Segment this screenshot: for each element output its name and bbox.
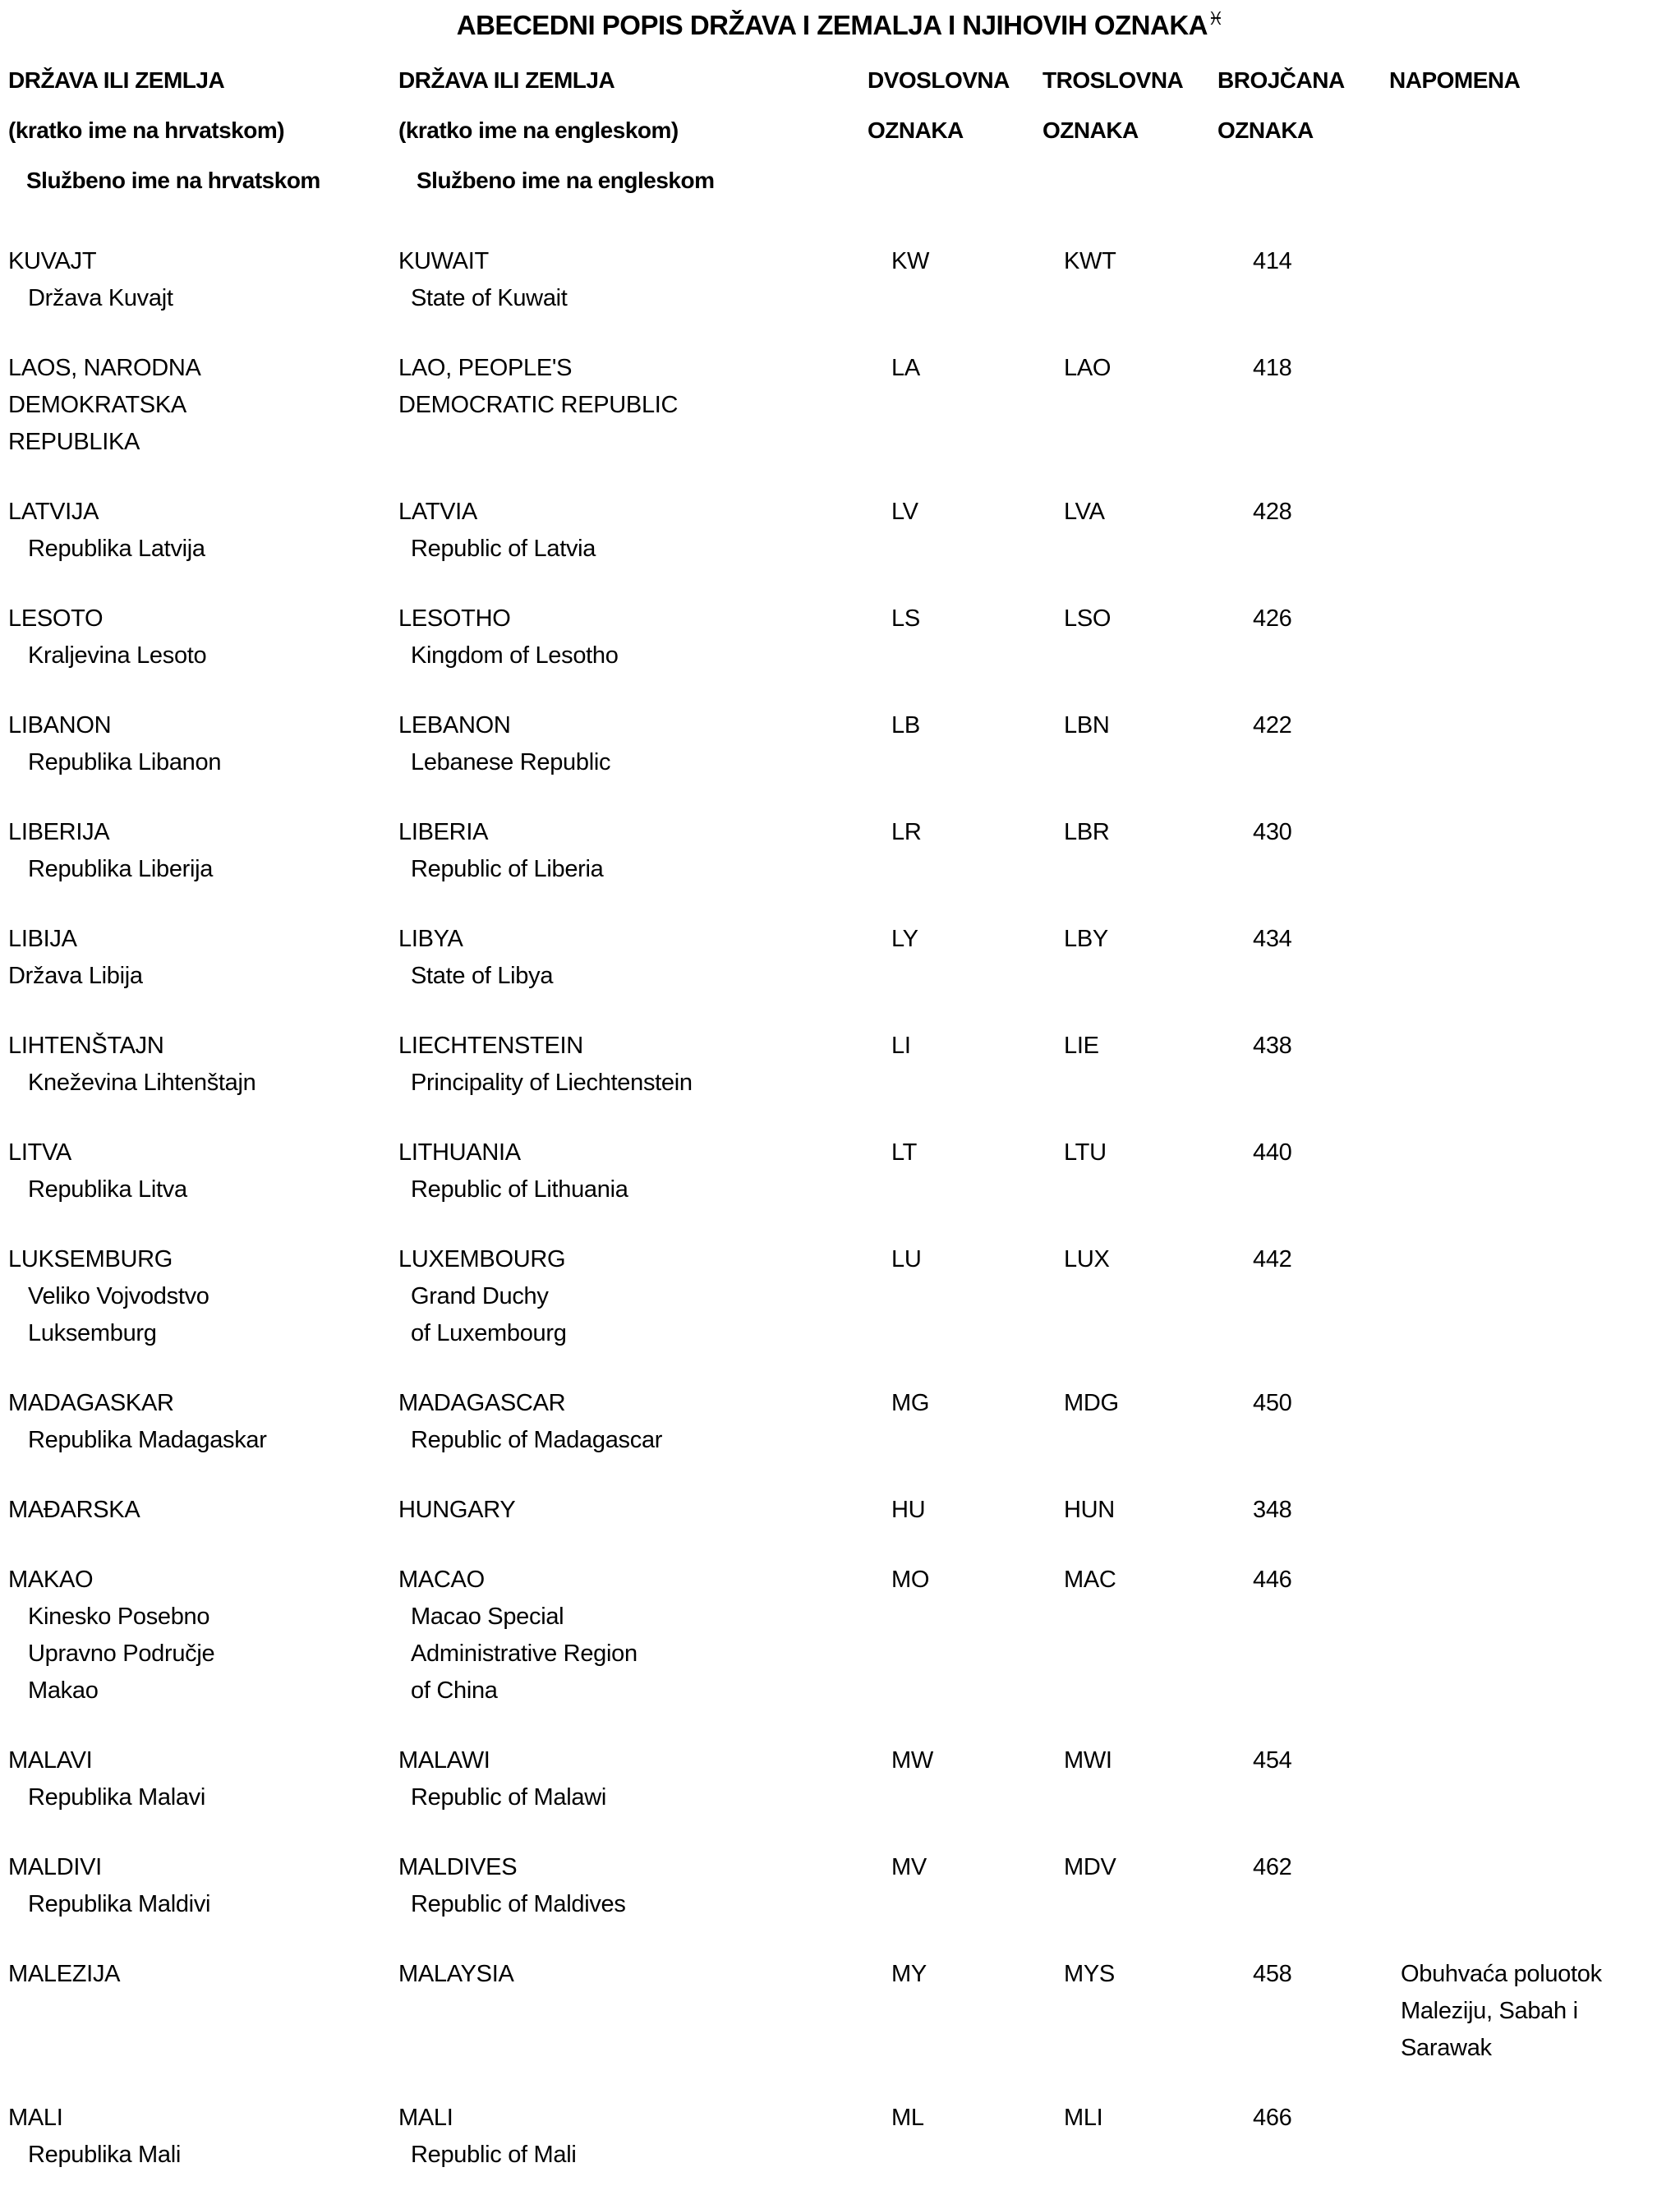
table-row bbox=[0, 601, 1680, 674]
alpha2-code: LT bbox=[891, 1139, 918, 1166]
header-en-line1: DRŽAVA ILI ZEMLJA bbox=[398, 67, 615, 93]
numeric-code: 418 bbox=[1253, 355, 1292, 381]
table-row bbox=[0, 1241, 1680, 1352]
numeric-code: 462 bbox=[1253, 1854, 1292, 1880]
country-name-en: MADAGASCAR bbox=[398, 1390, 566, 1416]
country-name-hr: LESOTO bbox=[8, 605, 104, 632]
alpha2-code: MV bbox=[891, 1854, 927, 1880]
country-cell-hr bbox=[8, 1385, 398, 1459]
official-name-en: of Luxembourg bbox=[411, 1320, 567, 1346]
numeric-code: 458 bbox=[1253, 1961, 1292, 1987]
alpha3-code: MAC bbox=[1064, 1567, 1116, 1593]
official-name-en: Republic of Maldives bbox=[411, 1891, 626, 1917]
table-row bbox=[0, 1742, 1680, 1816]
table-row bbox=[0, 1492, 1680, 1529]
alpha3-code: KWT bbox=[1064, 248, 1116, 274]
alpha3-code: LTU bbox=[1064, 1139, 1107, 1166]
country-cell-en bbox=[398, 921, 891, 995]
country-name-hr: MALAVI bbox=[8, 1747, 93, 1774]
numeric-code: 414 bbox=[1253, 248, 1292, 274]
country-name-en: MALAYSIA bbox=[398, 1961, 514, 1987]
official-name-en: Republic of Liberia bbox=[411, 856, 604, 882]
alpha2-code: HU bbox=[891, 1497, 926, 1523]
country-name-hr: MALDIVI bbox=[8, 1854, 102, 1880]
header-alpha2-line1: DVOSLOVNA bbox=[868, 67, 1010, 93]
country-name-hr: LIHTENŠTAJN bbox=[8, 1033, 164, 1059]
country-cell-hr bbox=[8, 1028, 398, 1102]
country-cell-en bbox=[398, 601, 891, 674]
country-name-hr: LIBIJA bbox=[8, 926, 77, 952]
official-name-en: Republic of Mali bbox=[411, 2142, 577, 2168]
official-name-hr: Kinesko Posebno bbox=[28, 1604, 210, 1630]
official-name-en: Republic of Madagascar bbox=[411, 1427, 663, 1453]
official-name-hr: Kraljevina Lesoto bbox=[28, 642, 207, 669]
table-header bbox=[0, 55, 1680, 205]
official-name-hr: Makao bbox=[28, 1677, 99, 1704]
alpha3-code: MDG bbox=[1064, 1390, 1119, 1416]
header-hr-line2: (kratko ime na hrvatskom) bbox=[8, 117, 285, 143]
numeric-code: 430 bbox=[1253, 819, 1292, 845]
alpha3-code: MDV bbox=[1064, 1854, 1116, 1880]
table-row bbox=[0, 1562, 1680, 1710]
alpha3-code: LBR bbox=[1064, 819, 1110, 845]
alpha2-code: LI bbox=[891, 1033, 911, 1059]
official-name-hr: Republika Malavi bbox=[28, 1784, 206, 1811]
alpha3-code: LBN bbox=[1064, 712, 1110, 739]
official-name-en: Kingdom of Lesotho bbox=[411, 642, 619, 669]
numeric-code: 442 bbox=[1253, 1246, 1292, 1272]
numeric-code: 438 bbox=[1253, 1033, 1292, 1059]
alpha2-code: LB bbox=[891, 712, 920, 739]
country-name-hr: MALEZIJA bbox=[8, 1961, 121, 1987]
official-name-en: Republic of Lithuania bbox=[411, 1176, 628, 1203]
country-name-en: LUXEMBOURG bbox=[398, 1246, 566, 1272]
official-name-en: Lebanese Republic bbox=[411, 749, 611, 775]
country-cell-en bbox=[398, 350, 891, 424]
table-row bbox=[0, 921, 1680, 995]
alpha3-code: LAO bbox=[1064, 355, 1112, 381]
country-name-hr: LATVIJA bbox=[8, 499, 99, 525]
country-cell-hr bbox=[8, 1134, 398, 1208]
official-name-en: State of Libya bbox=[411, 963, 554, 989]
official-name-hr: Republika Madagaskar bbox=[28, 1427, 267, 1453]
country-name-en: LITHUANIA bbox=[398, 1139, 521, 1166]
country-cell-en bbox=[398, 1956, 891, 1993]
numeric-code: 466 bbox=[1253, 2105, 1292, 2131]
country-name-hr: KUVAJT bbox=[8, 248, 97, 274]
official-name-hr: Upravno Područje bbox=[28, 1640, 215, 1667]
country-name-hr: MADAGASKAR bbox=[8, 1390, 174, 1416]
country-cell-en bbox=[398, 2100, 891, 2174]
page-title bbox=[0, 7, 1680, 44]
numeric-code: 426 bbox=[1253, 605, 1292, 632]
country-cell-hr bbox=[8, 1742, 398, 1816]
alpha2-code: LU bbox=[891, 1246, 922, 1272]
header-en-line2: (kratko ime na engleskom) bbox=[398, 117, 679, 143]
alpha3-code: LBY bbox=[1064, 926, 1108, 952]
official-name-en: Principality of Liechtenstein bbox=[411, 1070, 693, 1096]
country-name-en: KUWAIT bbox=[398, 248, 489, 274]
country-cell-hr bbox=[8, 1241, 398, 1352]
table-row bbox=[0, 494, 1680, 568]
alpha3-code: LSO bbox=[1064, 605, 1112, 632]
country-name-en: HUNGARY bbox=[398, 1497, 516, 1523]
country-cell-en bbox=[398, 494, 891, 568]
country-cell-hr bbox=[8, 707, 398, 781]
table-row bbox=[0, 1956, 1680, 2067]
country-cell-en bbox=[398, 1241, 891, 1352]
official-name-en: Macao Special bbox=[411, 1604, 564, 1630]
official-name-hr: Republika Libanon bbox=[28, 749, 222, 775]
country-cell-hr bbox=[8, 243, 398, 317]
official-name-hr: Republika Liberija bbox=[28, 856, 214, 882]
alpha2-code: LS bbox=[891, 605, 920, 632]
table-row bbox=[0, 1134, 1680, 1208]
numeric-code: 450 bbox=[1253, 1390, 1292, 1416]
alpha2-code: MW bbox=[891, 1747, 933, 1774]
country-name-hr: LAOS, NARODNA bbox=[8, 355, 201, 381]
country-name-en: LATVIA bbox=[398, 499, 477, 525]
table-row bbox=[0, 2100, 1680, 2174]
country-cell-hr bbox=[8, 1562, 398, 1710]
country-cell-en bbox=[398, 1849, 891, 1923]
country-cell-hr bbox=[8, 1492, 398, 1529]
country-cell-en bbox=[398, 1028, 891, 1102]
country-name-hr: DEMOKRATSKA bbox=[8, 392, 186, 418]
header-note-line1: NAPOMENA bbox=[1389, 67, 1521, 93]
alpha3-code: LUX bbox=[1064, 1246, 1110, 1272]
header-col-note bbox=[1389, 55, 1680, 105]
country-name-en: MALAWI bbox=[398, 1747, 490, 1774]
header-alpha2-line2: OZNAKA bbox=[868, 117, 964, 143]
country-name-hr: MALI bbox=[8, 2105, 63, 2131]
header-col-hr bbox=[8, 55, 398, 205]
header-col-alpha3 bbox=[1043, 55, 1217, 155]
country-name-hr: REPUBLIKA bbox=[8, 429, 140, 455]
official-name-hr: Republika Latvija bbox=[28, 536, 205, 562]
country-cell-hr bbox=[8, 2100, 398, 2174]
header-numeric-line2: OZNAKA bbox=[1217, 117, 1314, 143]
country-list bbox=[0, 243, 1680, 2174]
table-row bbox=[0, 707, 1680, 781]
country-cell-en bbox=[398, 707, 891, 781]
numeric-code: 422 bbox=[1253, 712, 1292, 739]
note-line: Maleziju, Sabah i bbox=[1401, 1998, 1578, 2024]
country-cell-en bbox=[398, 1742, 891, 1816]
alpha2-code: ML bbox=[891, 2105, 924, 2131]
country-name-hr: LITVA bbox=[8, 1139, 71, 1166]
country-cell-hr bbox=[8, 921, 398, 995]
official-name-hr: Luksemburg bbox=[28, 1320, 157, 1346]
alpha2-code: KW bbox=[891, 248, 930, 274]
country-name-hr: LIBANON bbox=[8, 712, 112, 739]
footnote-mark: ♓ bbox=[1208, 8, 1224, 29]
table-row bbox=[0, 350, 1680, 461]
alpha3-code: LVA bbox=[1064, 499, 1105, 525]
country-cell-hr bbox=[8, 350, 398, 461]
note-line: Sarawak bbox=[1401, 2035, 1492, 2061]
country-name-hr: MAKAO bbox=[8, 1567, 94, 1593]
official-name-en: Grand Duchy bbox=[411, 1283, 549, 1309]
country-name-en: DEMOCRATIC REPUBLIC bbox=[398, 392, 679, 418]
alpha2-code: LR bbox=[891, 819, 922, 845]
header-hr-line1: DRŽAVA ILI ZEMLJA bbox=[8, 67, 225, 93]
alpha3-code: MWI bbox=[1064, 1747, 1112, 1774]
alpha2-code: LA bbox=[891, 355, 920, 381]
official-name-hr: Republika Litva bbox=[28, 1176, 187, 1203]
alpha3-code: HUN bbox=[1064, 1497, 1115, 1523]
header-col-alpha2 bbox=[868, 55, 1043, 155]
header-col-numeric bbox=[1217, 55, 1389, 155]
alpha3-code: MLI bbox=[1064, 2105, 1103, 2131]
country-name-en: LIBYA bbox=[398, 926, 463, 952]
header-en-line3: Službeno ime na engleskom bbox=[417, 168, 715, 193]
note-cell bbox=[1401, 1956, 1680, 2067]
country-name-en: MALDIVES bbox=[398, 1854, 518, 1880]
numeric-code: 446 bbox=[1253, 1567, 1292, 1593]
alpha2-code: MY bbox=[891, 1961, 927, 1987]
table-row bbox=[0, 243, 1680, 317]
page-title-text: ABECEDNI POPIS DRŽAVA I ZEMALJA I NJIHOVIH OZNAKA bbox=[456, 10, 1208, 40]
country-name-en: LESOTHO bbox=[398, 605, 511, 632]
country-name-en: LIBERIA bbox=[398, 819, 489, 845]
alpha2-code: MG bbox=[891, 1390, 930, 1416]
official-name-hr: Kneževina Lihtenštajn bbox=[28, 1070, 256, 1096]
country-name-en: LAO, PEOPLE'S bbox=[398, 355, 573, 381]
header-numeric-line1: BROJČANA bbox=[1217, 67, 1345, 93]
country-cell-en bbox=[398, 1492, 891, 1529]
country-cell-en bbox=[398, 243, 891, 317]
country-name-en: MACAO bbox=[398, 1567, 485, 1593]
table-row bbox=[0, 1849, 1680, 1923]
country-cell-en bbox=[398, 1385, 891, 1459]
official-name-hr: Veliko Vojvodstvo bbox=[28, 1283, 209, 1309]
alpha2-code: LY bbox=[891, 926, 918, 952]
official-name-en: Republic of Malawi bbox=[411, 1784, 606, 1811]
numeric-code: 440 bbox=[1253, 1139, 1292, 1166]
header-hr-line3: Službeno ime na hrvatskom bbox=[26, 168, 320, 193]
country-cell-hr bbox=[8, 814, 398, 888]
country-cell-hr bbox=[8, 1956, 398, 1993]
official-name-hr: Republika Maldivi bbox=[28, 1891, 211, 1917]
official-name-en: Administrative Region bbox=[411, 1640, 637, 1667]
table-row bbox=[0, 1385, 1680, 1459]
country-name-hr: LIBERIJA bbox=[8, 819, 110, 845]
country-cell-hr bbox=[8, 494, 398, 568]
official-name-en: State of Kuwait bbox=[411, 285, 568, 311]
header-col-en bbox=[398, 55, 868, 205]
note-line: Obuhvaća poluotok bbox=[1401, 1961, 1602, 1987]
country-cell-en bbox=[398, 1562, 891, 1710]
alpha2-code: LV bbox=[891, 499, 918, 525]
official-name-hr: Republika Mali bbox=[28, 2142, 181, 2168]
alpha3-code: LIE bbox=[1064, 1033, 1099, 1059]
country-cell-en bbox=[398, 1134, 891, 1208]
numeric-code: 454 bbox=[1253, 1747, 1292, 1774]
country-name-en: LEBANON bbox=[398, 712, 511, 739]
header-alpha3-line2: OZNAKA bbox=[1043, 117, 1139, 143]
country-name-hr: LUKSEMBURG bbox=[8, 1246, 173, 1272]
country-name-hr: MAĐARSKA bbox=[8, 1497, 140, 1523]
numeric-code: 434 bbox=[1253, 926, 1292, 952]
alpha3-code: MYS bbox=[1064, 1961, 1115, 1987]
country-name-en: MALI bbox=[398, 2105, 453, 2131]
alpha2-code: MO bbox=[891, 1567, 930, 1593]
official-name-en: Republic of Latvia bbox=[411, 536, 596, 562]
official-name-en: of China bbox=[411, 1677, 498, 1704]
country-cell-en bbox=[398, 814, 891, 888]
country-cell-hr bbox=[8, 1849, 398, 1923]
country-name-en: LIECHTENSTEIN bbox=[398, 1033, 583, 1059]
official-name-hr: Država Libija bbox=[8, 963, 143, 989]
header-alpha3-line1: TROSLOVNA bbox=[1043, 67, 1184, 93]
table-row bbox=[0, 814, 1680, 888]
table-row bbox=[0, 1028, 1680, 1102]
numeric-code: 428 bbox=[1253, 499, 1292, 525]
numeric-code: 348 bbox=[1253, 1497, 1292, 1523]
country-cell-hr bbox=[8, 601, 398, 674]
official-name-hr: Država Kuvajt bbox=[28, 285, 173, 311]
